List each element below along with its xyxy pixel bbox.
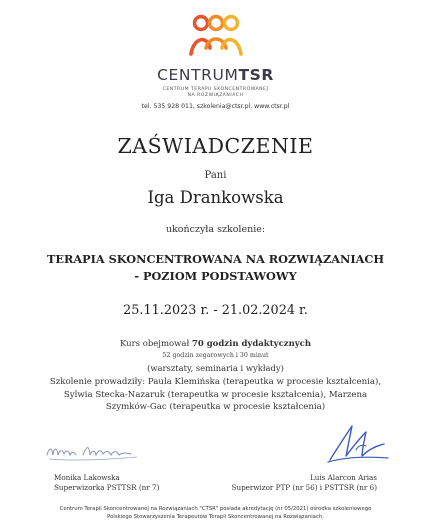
workshop-note: (warsztaty, seminaria i wykłady) [147, 363, 284, 373]
accreditation-footer: Centrum Terapii Skoncentrowanej na Rozwiązaniach "CTSR" posiada akredytację (nr 05/2021) ośrodka szkoleniowego Polskiego Stowarzyszenia Terapeutów Terapii Skoncentrowanej na Rozwiązaniach. [59, 506, 372, 520]
right-signature-image [322, 420, 392, 466]
course-title: TERAPIA SKONCENTROWANA NA ROZWIĄZANIACH - POZIOM PODSTAWOWY [46, 252, 385, 283]
right-signer-role: Superwizor PTP (nr 56) i PSTTSR (nr 6) [231, 482, 377, 492]
recipient-name: Iga Drankowska [147, 188, 284, 207]
left-signer-name: Monika Lakowska [54, 473, 120, 482]
brand-name: CENTRUMTSR [157, 66, 274, 84]
brand-subtitle: CENTRUM TERAPII SKONCENTROWANEJ NA ROZWIĄZANIACH [162, 87, 269, 98]
left-signer-role: Superwizorka PSTTSR (nr 7) [54, 482, 160, 492]
course-dates: 25.11.2023 r. - 21.02.2024 r. [123, 303, 308, 318]
trainers-text: Szkolenie prowadziły: Paula Klemińska (terapeutka w procesie kształcenia), Sylwia Stecka-Nazaruk (terapeutka w procesie kształcenia), Marzena Szymków-Gac (terapeutka w procesie kształcenia) [49, 377, 382, 412]
contact-info: tel. 535 928 011, szkolenia@ctsr.pl, www.ctsr.pl [141, 103, 290, 110]
certificate-title: ZAŚWIADCZENIE [117, 134, 314, 158]
ctsr-logo [0, 14, 431, 62]
salutation: Pani [204, 170, 227, 181]
left-signature-image [43, 437, 143, 467]
course-hours: Kurs obejmował 70 godzin dydaktycznych [119, 339, 312, 349]
right-signer-name: Luis Alarcon Arias [309, 473, 377, 482]
completed-text: ukończyła szkolenie: [165, 224, 266, 235]
clock-hours: 52 godzin zegarowych i 30 minut [162, 352, 269, 359]
right-signer [232, 473, 377, 492]
left-signer [54, 473, 159, 492]
ctsr-people-icon [186, 14, 246, 62]
